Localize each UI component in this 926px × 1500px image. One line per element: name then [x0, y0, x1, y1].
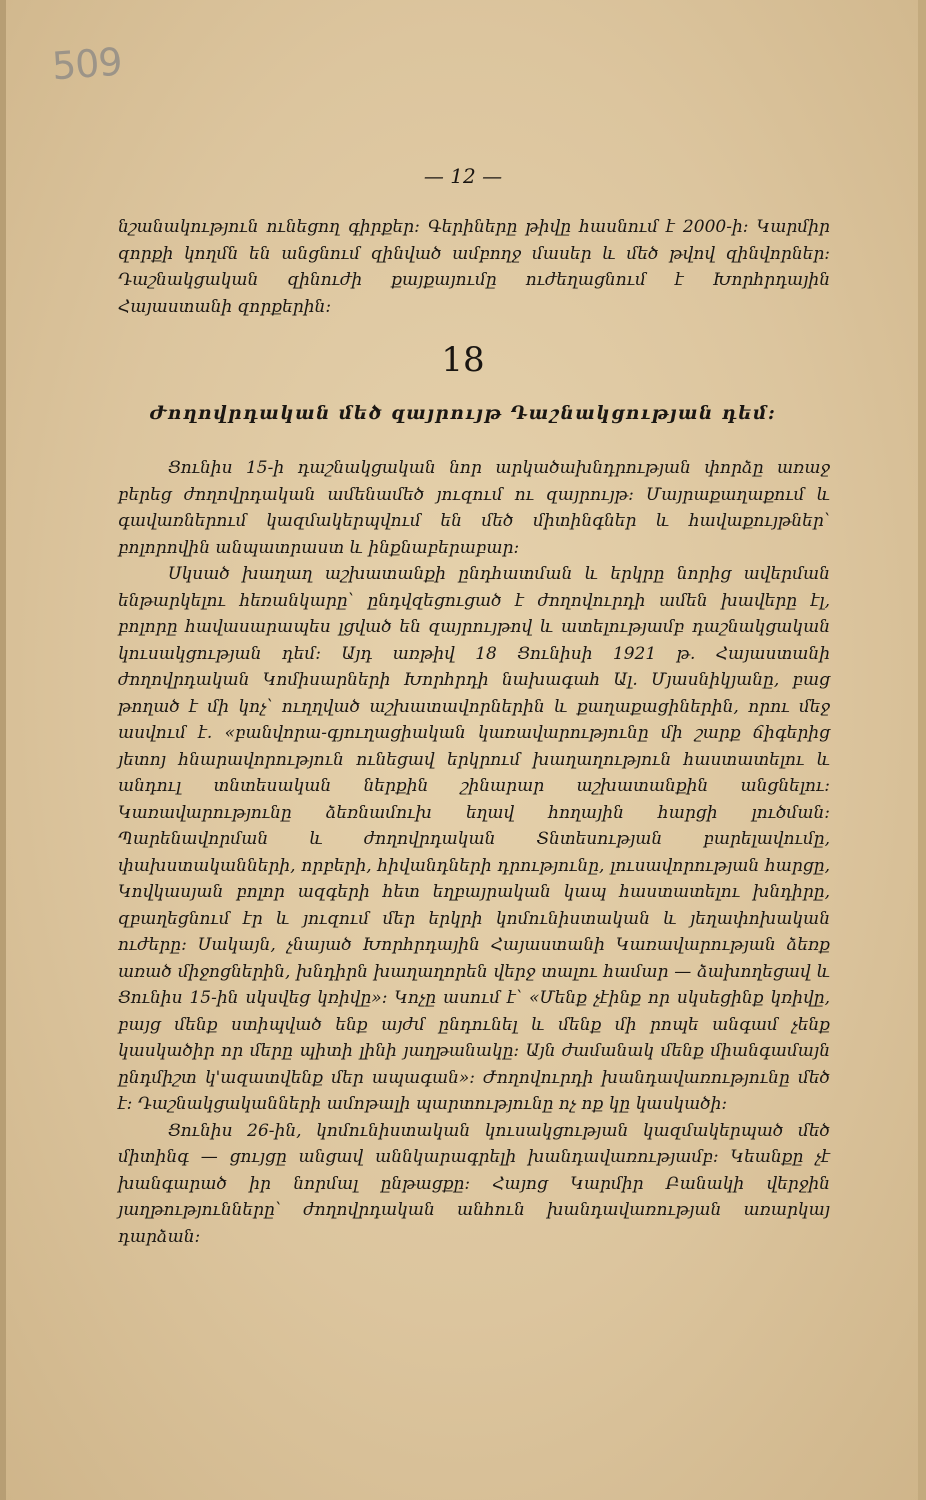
body-text: [118, 455, 830, 1250]
page-number: — 12 —: [423, 164, 503, 188]
section-number: 18: [441, 340, 485, 380]
page-edge-left: [0, 0, 6, 1500]
paragraph: Ցունիս 15-ի դաշնակցական նոր արկածախնդրության փորձը առաջ բերեց ժողովրդական ամենամեծ յուզում ու զայրույթ: Մայրաքաղաքում և գավառներում կազմակերպվում են մեծ միտինգներ և հավաքույթներ՝ բոլորովին անպատրաստ և ինքնաբերաբար:: [118, 458, 830, 558]
pencil-annotation: 509: [50, 39, 123, 89]
section-title: Ժողովրդական մեծ զայրույթ Դաշնակցության դեմ:: [149, 403, 777, 424]
paragraph: Սկսած խաղաղ աշխատանքի ընդհատման և երկրը նորից ավերման ենթարկելու հեռանկարը՝ ընդվզեցուցած է ժողովուրդի ամեն խավերը էլ, բոլորը հավասարապես լցված են զայրույթով և ատելությամբ դաշնակցական կուսակցության դեմ: Այդ առթիվ 18 Ցունիսի 1921 թ. Հայաստանի ժողովրդական Կոմիսարների Խորհրդի նախագահ Ալ. Մյասնիկյանը, բաց թողած է մի կոչ՝ ուղղված աշխատավորներին և քաղաքացիներին, որու մեջ ասվում է. «բանվորա-գյուղացիական կառավարությունը մի շարք ճիգերից յետոյ հնարավորություն ունեցավ երկրում խաղաղություն հաստատելու և անդուլ տնտեսական ներքին շինարար աշխատանքին անցնելու: Կառավարությունը ձեռնամուխ եղավ հողային հարցի լուծման: Պարենավորման և ժողովրդական Տնտեսության բարելավումը, փախստականների, որբերի, հիվանդների դրությունը, լուսավորության հարցը, Կովկասյան բոլոր ազգերի հետ եղբայրական կապ հաստատելու խնդիրը, զբաղեցնում էր և յուզում մեր երկրի կոմունիստական և յեղափոխական ուժերը: Սակայն, չնայած Խորհրդային Հայաստանի Կառավարության ձեռք առած միջոցներին, խնդիրն խաղաղորեն վերջ տալու համար — ձախողեցավ և Ցունիս 15-ին սկսվեց կռիվը»: Կոչը ասում է՝ «Մենք չէինք որ սկսեցինք կռիվը, բայց մենք ստիպված ենք այժմ ընդունել և մենք մի րոպե անգամ չենք կասկածիր որ մերը պիտի լինի յաղթանակը: Այն ժամանակ մենք միանգամայն ընդմիշտ կ'ազատվենք մեր ապագան»: Ժողովուրդի խանդավառությունը մեծ է: Դաշնակցականների ամոթալի պարտությունը ոչ ոք կը կասկածի:: [118, 564, 830, 1114]
paragraph: Ցունիս 26-ին, կոմունիստական կուսակցության կազմակերպած մեծ միտինգ — ցույցը անցավ աննկարագրելի խանդավառությամբ: Կեանքը չէ խանգարած իր նորմալ ընթացքը: Հայոց Կարմիր Բանակի վերջին յաղթությունները՝ ժողովրդական անհուն խանդավառության առարկայ դարձան:: [118, 1120, 830, 1247]
page-edge-right: [918, 0, 926, 1500]
continued-paragraph: նշանակություն ունեցող գիրքեր: Գերիները թիվը հասնում է 2000-ի: Կարմիր զորքի կողմն են անցնում զինված ամբողջ մասեր և մեծ թվով զինվորներ: Դաշնակցական զինուժի քայքայումը ուժեղացնում է Խորհրդային Հայաստանի զորքերին:: [118, 217, 830, 317]
